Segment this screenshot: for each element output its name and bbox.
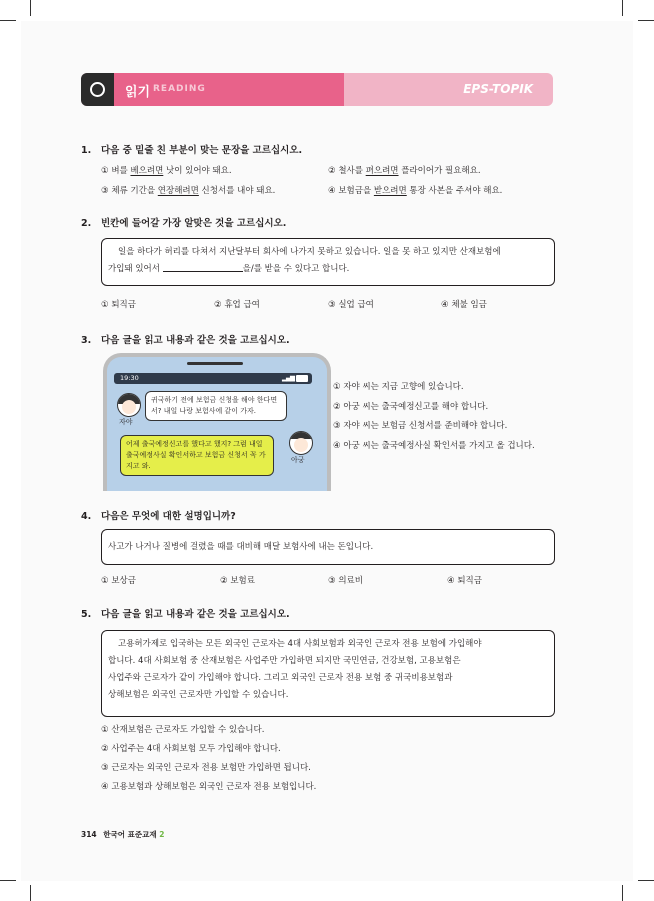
crop-mark [622,0,623,16]
option-5-3[interactable]: ③ 근로자는 외국인 근로자 전용 보험만 가입하면 됩니다. [101,763,311,773]
option-3-4[interactable]: ④ 아궁 씨는 출국예정사실 확인서를 가지고 올 겁니다. [333,441,535,451]
passage-text: 을/를 받을 수 있다고 합니다. [242,264,350,274]
option-3-3[interactable]: ③ 자야 씨는 보험금 신청서를 준비해야 합니다. [333,421,508,431]
passage-line [108,261,548,278]
brand-label: EPS-TOPIK [463,82,533,96]
blank-line [163,262,243,272]
question-5 [81,606,290,620]
option-text: 철사를 [338,166,366,176]
section-label: 읽기 [125,85,151,100]
question-prompt: 다음 중 밑줄 친 부분이 맞는 문장을 고르십시오. [101,145,303,156]
question-prompt: 다음 글을 읽고 내용과 같은 것을 고르십시오. [101,335,290,346]
phone-speaker [187,362,243,365]
option-marker: ③ [101,186,109,196]
question-2 [81,215,286,229]
question-number: 2. [81,218,92,229]
option-5-1[interactable]: ① 산재보험은 근로자도 가입할 수 있습니다. [101,725,265,735]
passage-line: 합니다. 4대 사회보험 중 산재보험은 사업주만 가입하면 되지만 국민연금, 건강보험, 고용보험은 [108,656,461,666]
avatar-agung [289,431,313,455]
page-number: 314 [81,830,97,839]
option-marker: ④ [328,186,336,196]
option-2-1[interactable]: ① 퇴직금 [101,300,136,310]
passage-line: 상해보험은 외국인 근로자만 가입할 수 있습니다. [108,690,289,700]
question-4 [81,508,236,522]
option-3-2[interactable]: ② 아궁 씨는 출국예정신고를 해야 합니다. [333,402,489,412]
passage-box-5 [101,630,555,717]
underlined-text: 베으려면 [130,166,164,176]
passage-text: 가입돼 있어서 [108,264,163,274]
option-marker: ① [101,166,109,176]
question-number: 5. [81,609,92,620]
option-text: 신청서를 내야 돼요. [198,186,276,196]
passage-line: 고용허가제로 입국하는 모든 외국인 근로자는 4대 사회보험과 외국인 근로자 전용 보험에 가입해야 [118,639,482,649]
option-3-1[interactable]: ① 자야 씨는 지금 고향에 있습니다. [333,382,464,392]
passage-line: 사업주와 근로자가 같이 가입해야 합니다. 그리고 외국인 근로자 전용 보험 중 귀국비용보험과 [108,673,453,683]
option-text: 체류 기간을 [111,186,158,196]
passage-box-4 [101,529,555,565]
question-prompt: 다음 글을 읽고 내용과 같은 것을 고르십시오. [101,609,290,620]
book-volume: 2 [159,830,165,839]
chat-bubble-1: 귀국하기 전에 보험금 신청을 해야 한다면서? 내일 나랑 보험사에 같이 가자. [145,391,287,421]
crop-mark [638,880,654,881]
crop-mark [622,885,623,901]
underlined-text: 연장해려면 [157,186,199,196]
phone-status-bar [114,373,312,384]
avatar-zaya [117,393,141,417]
phone-time: 19:30 [120,374,139,382]
option-4-3[interactable]: ③ 의료비 [328,576,363,586]
speaker-name-1: 자야 [119,418,133,426]
option-1-3[interactable] [101,184,275,196]
option-text: 플라이어가 필요해요. [398,166,481,176]
option-1-2[interactable] [328,164,481,176]
reading-icon [81,73,114,106]
option-text: 낫이 있어야 돼요. [163,166,232,176]
crop-mark [638,20,654,21]
chat-bubble-2: 어제 출국예정신고를 했다고 했지? 그럼 내일 출국예정사실 확인서하고 보험금 신청서 꼭 가지고 와. [120,435,274,476]
question-prompt: 빈칸에 들어갈 가장 알맞은 것을 고르십시오. [101,218,287,229]
option-marker: ② [328,166,336,176]
option-2-3[interactable]: ③ 실업 급여 [328,300,374,310]
passage-box-2 [101,238,555,286]
signal-icon: ▂▄▆ [282,374,294,382]
section-sub-label: READING [153,84,206,94]
option-5-4[interactable]: ④ 고용보험과 상해보험은 외국인 근로자 전용 보험입니다. [101,782,317,792]
battery-icon [296,375,308,382]
option-text: 통장 사본을 주셔야 해요. [406,186,503,196]
option-text: 보험금을 [338,186,374,196]
crop-mark [0,20,16,21]
page-footer [81,829,164,840]
option-2-4[interactable]: ④ 체불 임금 [441,300,487,310]
option-5-2[interactable]: ② 사업주는 4대 사회보험 모두 가입해야 합니다. [101,744,281,754]
question-3 [81,332,290,346]
question-prompt: 다음은 무엇에 대한 설명입니까? [101,511,236,522]
underlined-text: 펴으려면 [365,166,399,176]
question-1 [81,142,302,156]
passage-line: 사고가 나거나 질병에 걸렸을 때를 대비해 매달 보험사에 내는 돈입니다. [108,542,374,552]
book-title: 한국어 표준교재 [103,830,157,839]
underlined-text: 받으려면 [373,186,407,196]
option-1-1[interactable] [101,164,232,176]
phone-illustration [103,353,331,491]
crop-mark [30,885,31,901]
option-text: 벼를 [111,166,131,176]
question-number: 3. [81,335,92,346]
option-4-2[interactable]: ② 보험료 [220,576,255,586]
option-2-2[interactable]: ② 휴업 급여 [214,300,260,310]
crop-mark [0,880,16,881]
option-4-4[interactable]: ④ 퇴직금 [447,576,482,586]
option-1-4[interactable] [328,184,502,196]
crop-mark [30,0,31,16]
option-4-1[interactable]: ① 보상금 [101,576,136,586]
question-number: 4. [81,511,92,522]
question-number: 1. [81,145,92,156]
passage-line: 일을 하다가 허리를 다쳐서 지난달부터 회사에 나가지 못하고 있습니다. 일을 못 하고 있지만 산재보험에 [118,247,501,257]
speaker-name-2: 아궁 [291,456,305,464]
section-header [81,73,553,106]
